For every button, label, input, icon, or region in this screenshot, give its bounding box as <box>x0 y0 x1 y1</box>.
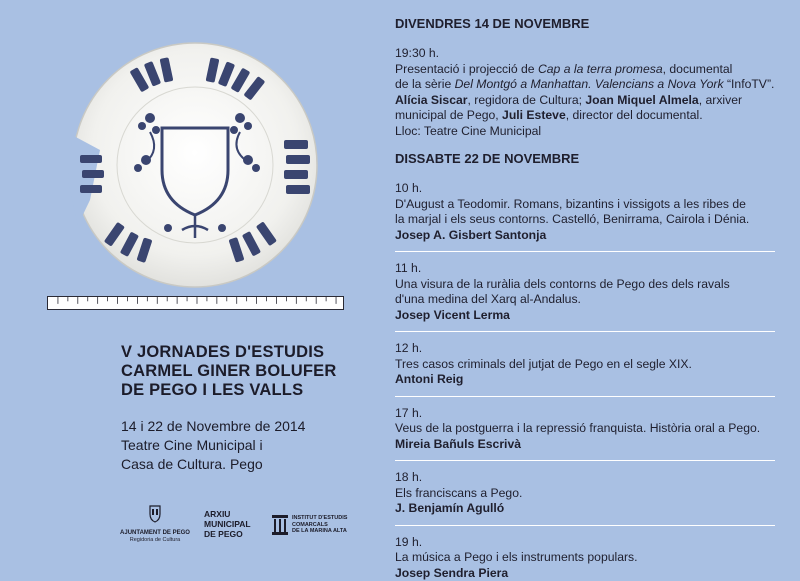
text-fragment: , arxiver <box>699 93 742 107</box>
speaker-name: Josep Sendra Piera <box>395 566 795 581</box>
event-time: 18 h. <box>395 470 795 486</box>
event-title-line: V JORNADES D'ESTUDIS <box>121 343 371 362</box>
day2-event <box>395 535 795 581</box>
day2-title: DISSABTE 22 DE NOVEMBRE <box>395 151 795 167</box>
day2-event <box>395 181 795 243</box>
day2-event <box>395 341 795 388</box>
event-description-line <box>395 62 795 78</box>
event-time: 17 h. <box>395 406 795 422</box>
text-fragment: de la sèrie <box>395 77 455 91</box>
day2-event <box>395 406 795 453</box>
event-title-line: DE PEGO I LES VALLS <box>121 381 371 400</box>
text-fragment: , director del documental. <box>566 108 703 122</box>
text-fragment: , documental <box>663 62 733 76</box>
institut-line: DE LA MARINA ALTA <box>292 528 402 535</box>
event-time: 12 h. <box>395 341 795 357</box>
institut-line: COMARCALS <box>292 522 402 529</box>
event-description-line <box>395 93 795 109</box>
event-description-line <box>395 77 795 93</box>
event-description-line: Una visura de la ruràlia dels contorns de Pego des dels ravals <box>395 277 795 293</box>
speaker-name: Joan Miquel Almela <box>585 93 698 107</box>
arxiu-line: DE PEGO <box>204 529 251 539</box>
ajuntament-logo <box>120 505 190 543</box>
arxiu-line: MUNICIPAL <box>204 519 251 529</box>
divider <box>395 396 775 397</box>
divider <box>395 525 775 526</box>
day1-event <box>395 46 795 139</box>
columns-icon <box>272 515 288 535</box>
event-location: Lloc: Teatre Cine Municipal <box>395 124 795 140</box>
day2-event <box>395 470 795 517</box>
coat-of-arms-icon <box>148 505 162 523</box>
event-time: 10 h. <box>395 181 795 197</box>
text-fragment: Presentació i projecció de <box>395 62 538 76</box>
ajuntament-name: AJUNTAMENT DE PEGO <box>120 530 190 537</box>
event-description-line: la marjal i els seus contorns. Castelló, Benirrama, Cairola i Dénia. <box>395 212 795 228</box>
event-description-line: Els franciscans a Pego. <box>395 486 795 502</box>
divider <box>395 251 775 252</box>
event-time: 19:30 h. <box>395 46 795 62</box>
event-venue: Teatre Cine Municipal i <box>121 436 371 455</box>
event-description-line: D'August a Teodomir. Romans, bizantins i vissigots a les ribes de <box>395 197 795 213</box>
institut-line: INSTITUT D'ESTUDIS <box>292 515 402 522</box>
event-title <box>121 343 371 400</box>
event-dates: 14 i 22 de Novembre de 2014 <box>121 417 371 436</box>
text-fragment: municipal de Pego, <box>395 108 502 122</box>
divider <box>395 331 775 332</box>
arxiu-logo <box>204 509 251 539</box>
text-fragment: , regidora de Cultura; <box>468 93 586 107</box>
speaker-name: Alícia Siscar <box>395 93 468 107</box>
ajuntament-dept: Regidoria de Cultura <box>120 537 190 543</box>
event-time: 19 h. <box>395 535 795 551</box>
arxiu-line: ARXIU <box>204 509 251 519</box>
event-description-line: d'una medina del Xarq al-Andalus. <box>395 292 795 308</box>
event-title-line: CARMEL GINER BOLUFER <box>121 362 371 381</box>
speaker-name: Mireia Bañuls Escrivà <box>395 437 795 453</box>
speaker-name: Josep A. Gisbert Santonja <box>395 228 795 244</box>
event-description-line <box>395 108 795 124</box>
measurement-ruler <box>47 296 344 310</box>
event-info <box>121 417 371 474</box>
event-venue-2: Casa de Cultura. Pego <box>121 455 371 474</box>
divider <box>395 460 775 461</box>
event-description-line: Tres casos criminals del jutjat de Pego en el segle XIX. <box>395 357 795 373</box>
ceramic-plate-image <box>50 40 330 290</box>
event-description-line: La música a Pego i els instruments populars. <box>395 550 795 566</box>
programme <box>395 16 795 581</box>
speaker-name: Antoni Reig <box>395 372 795 388</box>
event-time: 11 h. <box>395 261 795 277</box>
day2-event <box>395 261 795 323</box>
speaker-name: Juli Esteve <box>502 108 566 122</box>
day1-title: DIVENDRES 14 DE NOVEMBRE <box>395 16 795 32</box>
speaker-name: J. Benjamín Agulló <box>395 501 795 517</box>
film-title: Cap a la terra promesa <box>538 62 663 76</box>
text-fragment: “InfoTV”. <box>724 77 775 91</box>
series-title: Del Montgó a Manhattan. Valencians a Nova York <box>455 77 724 91</box>
speaker-name: Josep Vicent Lerma <box>395 308 795 324</box>
sponsor-logos <box>120 505 390 550</box>
event-description-line: Veus de la postguerra i la repressió franquista. Història oral a Pego. <box>395 421 795 437</box>
